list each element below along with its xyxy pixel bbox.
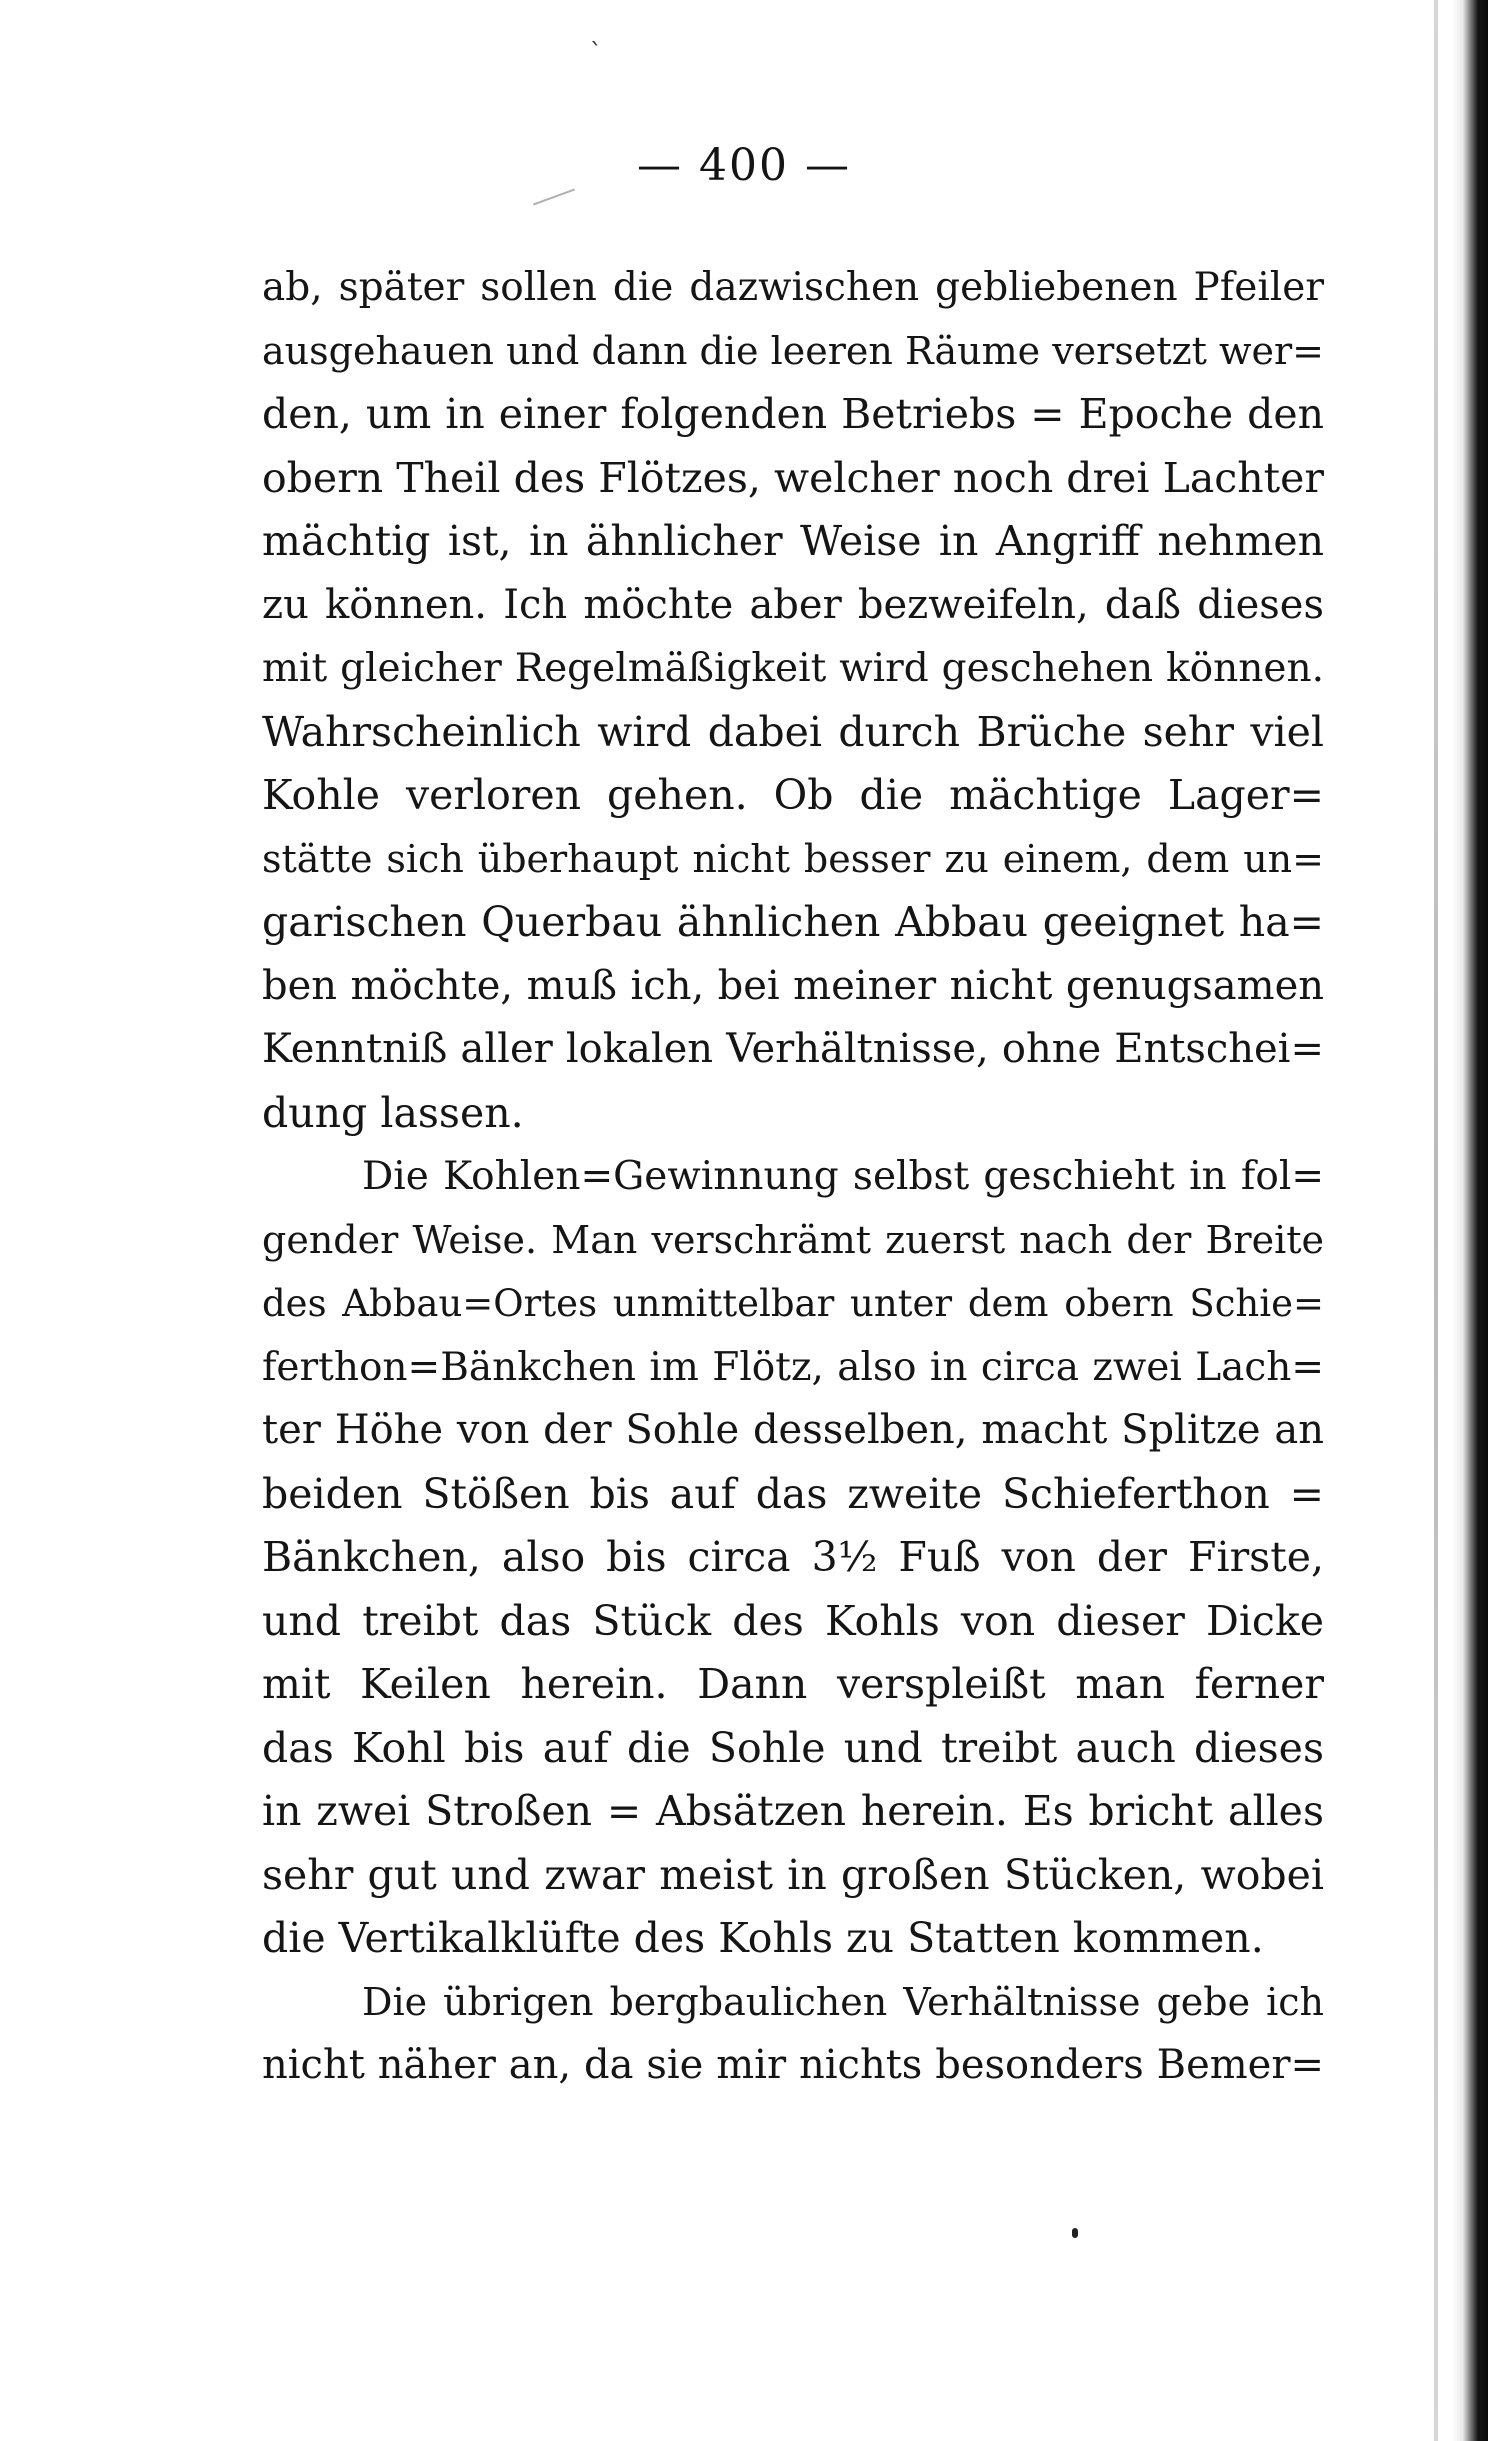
- body-text: [262, 256, 1324, 2098]
- text-line: ter Höhe von der Sohle desselben, macht Splitze an: [262, 1407, 1324, 1453]
- text-line: garischen Querbau ähnlichen Abbau geeignet ha=: [262, 898, 1324, 946]
- text-line: stätte sich überhaupt nicht besser zu einem, dem un=: [262, 836, 1324, 881]
- scan-mark: ˎ: [590, 18, 602, 46]
- text-line: nicht näher an, da sie mir nichts besonders Bemer=: [262, 2042, 1324, 2088]
- text-line: obern Theil des Flötzes, welcher noch drei Lachter: [262, 453, 1324, 502]
- text-line: mächtig ist, in ähnlicher Weise in Angriff nehmen: [262, 517, 1324, 565]
- text-line: Kenntniß aller lokalen Verhältnisse, ohne Entschei=: [262, 1026, 1324, 1072]
- page-number-header: — 400 —: [637, 140, 851, 191]
- text-line: den, um in einer folgenden Betriebs = Epoche den: [262, 390, 1324, 438]
- text-line: beiden Stößen bis auf das zweite Schieferthon =: [262, 1469, 1324, 1518]
- text-line: ausgehauen und dann die leeren Räume versetzt wer=: [262, 328, 1324, 373]
- text-line: Die Kohlen=Gewinnung selbst geschieht in fol=: [362, 1154, 1324, 1199]
- text-line: und treibt das Stück des Kohls von dieser Dicke: [262, 1596, 1324, 1645]
- text-line: mit Keilen herein. Dann verspleißt man ferner: [262, 1660, 1324, 1708]
- text-line: in zwei Stroßen = Absätzen herein. Es bricht alles: [262, 1787, 1324, 1835]
- text-line: mit gleicher Regelmäßigkeit wird geschehen können.: [262, 646, 1324, 691]
- text-line: die Vertikalklüfte des Kohls zu Statten kommen.: [262, 1914, 1264, 1962]
- scan-scratch: [533, 189, 575, 206]
- text-line: Kohle verloren gehen. Ob die mächtige Lager=: [262, 771, 1324, 819]
- text-line: ab, später sollen die dazwischen gebliebenen Pfeiler: [262, 265, 1324, 310]
- ink-speck: [1072, 2228, 1078, 2238]
- text-line: Die übrigen bergbaulichen Verhältnisse gebe ich: [362, 1979, 1324, 2024]
- binding-edge: [1452, 0, 1488, 2441]
- text-line: gender Weise. Man verschrämt zuerst nach der Breite: [262, 1217, 1324, 1262]
- text-line: Bänkchen, also bis circa 3½ Fuß von der Firste,: [262, 1533, 1324, 1581]
- page-fold-shadow: [1434, 0, 1438, 2441]
- text-line: sehr gut und zwar meist in großen Stücken, wobei: [262, 1850, 1324, 1899]
- text-line: des Abbau=Ortes unmittelbar unter dem obern Schie=: [262, 1282, 1324, 1325]
- text-line: zu können. Ich möchte aber bezweifeln, daß dieses: [262, 581, 1324, 628]
- text-line: ferthon=Bänkchen im Flötz, also in circa zwei Lach=: [262, 1344, 1324, 1390]
- text-line: das Kohl bis auf die Sohle und treibt auch dieses: [262, 1723, 1324, 1772]
- text-line: dung lassen.: [262, 1088, 524, 1137]
- text-line: Wahrscheinlich wird dabei durch Brüche sehr viel: [262, 707, 1324, 756]
- text-line: ben möchte, muß ich, bei meiner nicht genugsamen: [262, 962, 1324, 1009]
